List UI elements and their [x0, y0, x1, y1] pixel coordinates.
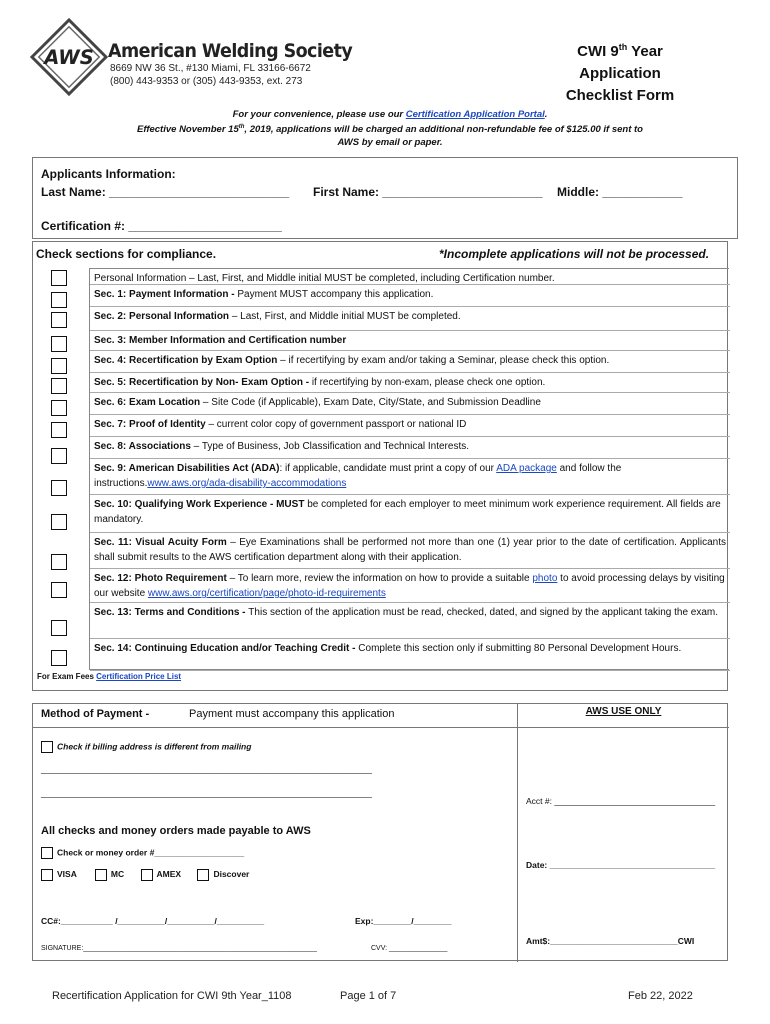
- checklist-rows: [89, 268, 729, 670]
- sections-heading: Check sections for compliance.: [36, 247, 217, 261]
- amount-field: Amt$:___________________________CWI: [526, 936, 695, 946]
- checklist-item: Sec. 11: Visual Acuity Form – Eye Examinations shall be performed not more than one (1) year prior to the date of certification. Applicants shall submit results to the AWS certification department along with their application.: [90, 533, 730, 569]
- payable-note: All checks and money orders made payable to AWS: [41, 825, 311, 837]
- section-checkbox[interactable]: [51, 620, 67, 636]
- checklist-item: Sec. 7: Proof of Identity – current color copy of government passport or national ID: [90, 415, 730, 437]
- aws-logo: [30, 18, 108, 96]
- payment-header: [33, 704, 517, 728]
- account-field: Acct #: __________________________________: [526, 796, 716, 806]
- checklist-url-link[interactable]: www.aws.org/ada-disability-accommodations: [147, 478, 347, 489]
- checklist-item: Sec. 8: Associations – Type of Business, Job Classification and Technical Interests.: [90, 437, 730, 459]
- cvv-field[interactable]: CVV: _______________: [371, 945, 448, 952]
- notice-text: For your convenience, please use our Certification Application Portal. Effective November 15th, 2019, applications will be charged an additional non-refundable fee of $125.00 if sent to AWS by email or paper.: [137, 109, 643, 149]
- checklist-item: Sec. 1: Payment Information - Payment MUST accompany this application.: [90, 285, 730, 307]
- section-checkbox[interactable]: [51, 336, 67, 352]
- section-checkbox[interactable]: [51, 378, 67, 394]
- billing-line-2[interactable]: ______________________________________________________________________: [41, 788, 372, 798]
- billing-checkbox[interactable]: [41, 741, 53, 753]
- checklist-item: Sec. 13: Terms and Conditions - This section of the application must be read, checked, dated, and signed by the applicant taking the exam.: [90, 603, 730, 639]
- billing-line-1[interactable]: ______________________________________________________________________: [41, 764, 372, 774]
- section-checkbox[interactable]: [51, 422, 67, 438]
- organization-name: American Welding Society: [108, 40, 353, 62]
- checklist-item: Sec. 14: Continuing Education and/or Teaching Credit - Complete this section only if submitting 80 Personal Development Hours.: [90, 639, 730, 671]
- checklist-item: Personal Information – Last, First, and Middle initial MUST be completed, including Certification number.: [90, 269, 730, 285]
- expiration-field[interactable]: Exp:________/________: [355, 916, 452, 926]
- credit-card-number-field[interactable]: CC#:___________ /__________/__________/__________: [41, 916, 265, 926]
- billing-address-option[interactable]: Check if billing address is different from mailing: [41, 741, 251, 753]
- checklist-item: Sec. 5: Recertification by Non- Exam Option - if recertifying by non-exam, please check one option.: [90, 373, 730, 393]
- discover-option[interactable]: Discover: [197, 869, 249, 879]
- payment-method-note: Payment must accompany this application: [189, 708, 395, 720]
- checklist-item: Sec. 4: Recertification by Exam Option – if recertifying by exam and/or taking a Seminar, please check this option.: [90, 351, 730, 373]
- form-title: CWI 9th Year Application Checklist Form: [565, 42, 675, 104]
- payment-box: [32, 703, 728, 961]
- section-checkbox[interactable]: [51, 554, 67, 570]
- visa-option[interactable]: VISA: [41, 869, 77, 879]
- checklist-item: Sec. 10: Qualifying Work Experience - MUST be completed for each employer to meet minimum work experience requirement. All fields are mandatory.: [90, 495, 730, 533]
- section-checkbox[interactable]: [51, 312, 67, 328]
- section-checkbox[interactable]: [51, 480, 67, 496]
- checklist-item: Sec. 2: Personal Information – Last, First, and Middle initial MUST be completed.: [90, 307, 730, 331]
- section-checkbox[interactable]: [51, 448, 67, 464]
- footer-date: Feb 22, 2022: [628, 990, 693, 1002]
- section-checkbox[interactable]: [51, 358, 67, 374]
- card-options: [41, 869, 249, 881]
- section-checkbox[interactable]: [51, 514, 67, 530]
- section-checkbox[interactable]: [51, 650, 67, 666]
- organization-address: [110, 62, 311, 88]
- check-money-order-checkbox[interactable]: [41, 847, 53, 859]
- section-checkbox[interactable]: [51, 270, 67, 286]
- date-field: Date: ___________________________________: [526, 860, 716, 870]
- section-checkbox[interactable]: [51, 582, 67, 598]
- checklist-link[interactable]: ADA package: [496, 463, 557, 474]
- footer-page-number: Page 1 of 7: [340, 990, 397, 1002]
- section-checkbox[interactable]: [51, 400, 67, 416]
- aws-use-only-heading: AWS USE ONLY: [518, 704, 729, 728]
- checklist-item: Sec. 6: Exam Location – Site Code (if Applicable), Exam Date, City/State, and Submission Deadline: [90, 393, 730, 415]
- checklist-item: Sec. 12: Photo Requirement – To learn more, review the information on how to provide a suitable photo to avoid processing delays by visiting our website www.aws.org/certification/page/photo-id-requirements: [90, 569, 730, 603]
- checklist-item: Sec. 9: American Disabilities Act (ADA): if applicable, candidate must print a copy of our ADA package and follow the instructions.www.aws.org/ada-disability-accommodations: [90, 459, 730, 495]
- checklist-item: Sec. 3: Member Information and Certification number: [90, 331, 730, 351]
- checklist-url-link[interactable]: www.aws.org/certification/page/photo-id-requirements: [147, 588, 386, 599]
- signature-field[interactable]: SIGNATURE:____________________________________________________________: [41, 945, 317, 952]
- applicant-info-box: [32, 157, 738, 239]
- checklist-link[interactable]: photo: [532, 573, 558, 584]
- certification-number-field[interactable]: Certification #: _______________________: [41, 219, 282, 233]
- check-money-order-option[interactable]: Check or money order #___________________: [41, 847, 244, 859]
- amex-option[interactable]: AMEX: [141, 869, 182, 879]
- sections-checklist: [32, 241, 728, 691]
- section-checkbox[interactable]: [51, 292, 67, 308]
- payment-method-label: Method of Payment -: [41, 708, 150, 720]
- phone-line: (800) 443-9353 or (305) 443-9353, ext. 273: [110, 76, 303, 87]
- footer-document-name: Recertification Application for CWI 9th Year_1108: [52, 990, 292, 1002]
- exam-fees-note: For Exam Fees Certification Price List: [37, 672, 182, 681]
- price-list-link[interactable]: Certification Price List: [96, 672, 182, 681]
- certification-portal-link[interactable]: Certification Application Portal: [405, 109, 545, 120]
- incomplete-warning: *Incomplete applications will not be processed.: [439, 247, 710, 261]
- middle-name-field[interactable]: Middle: ____________: [557, 185, 683, 199]
- mc-option[interactable]: MC: [95, 869, 124, 879]
- svg-text:AWS: AWS: [44, 45, 94, 69]
- applicant-heading: Applicants Information:: [41, 167, 176, 181]
- address-line-1: 8669 NW 36 St., #130 Miami, FL 33166-6672: [110, 63, 311, 74]
- last-name-field[interactable]: Last Name: ___________________________: [41, 185, 290, 199]
- first-name-field[interactable]: First Name: ________________________: [313, 185, 543, 199]
- aws-use-only-panel: [517, 704, 729, 962]
